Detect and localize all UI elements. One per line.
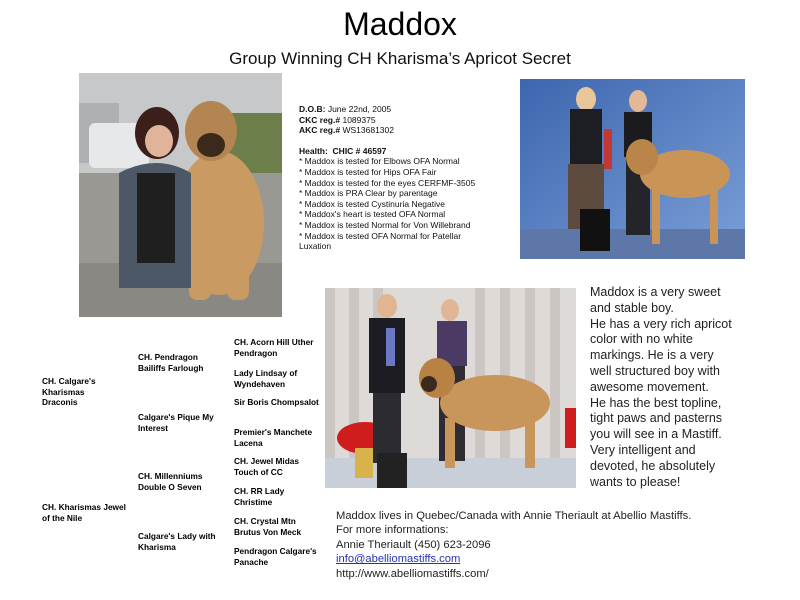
health-item: * Maddox is tested for Hips OFA Fair [299,166,437,177]
page-title: Maddox [343,6,457,42]
health-item: * Maddox is tested for the eyes CERFMF-3505 [299,177,476,188]
description-line: Very intelligent and [590,442,696,457]
akc-label: AKC reg.# [299,125,341,136]
contact-block [336,509,756,581]
description-line: He has a very rich apricot [590,316,732,331]
health-item: * Maddox is tested Normal for Von Willebrand [299,219,471,230]
ckc-row [299,115,519,126]
description-line: He has the best topline, [590,395,722,410]
description-line: devoted, he absolutely [590,458,716,473]
pedigree-dam-dam: Calgare's Lady with Kharisma [138,531,216,552]
description-line: and stable boy. [590,300,674,315]
dob-row [299,104,519,115]
pedigree-gg-6: CH. RR Lady Christime [234,486,285,507]
photo-show-ring-trophy [325,288,576,488]
description-line: wants to please! [590,474,681,489]
dob-label: D.O.B: [299,104,326,114]
dog-description [590,285,780,490]
health-value: CHIC # 46597 [332,145,387,156]
health-item: * Maddox is tested Cystinuria Negative [299,198,445,209]
health-label: Health: [299,145,328,156]
pedigree-dam: CH. Kharismas Jewel of the Nile [42,502,126,523]
description-line: Maddox is a very sweet [590,285,721,299]
akc-value: WS13681302 [342,125,394,136]
pedigree-gg-3: Sir Boris Chompsalot [234,397,319,407]
pedigree-gg-7: CH. Crystal Mtn Brutus Von Meck [234,516,302,537]
pedigree-sire: CH. Calgare's Kharismas Draconis [42,376,96,407]
description-line: you will see in a Mastiff. [590,427,722,442]
description-line: markings. He is a very [590,348,714,363]
pedigree-sire-dam: Calgare's Pique My Interest [138,412,214,433]
health-item: * Maddox is tested for Elbows OFA Normal [299,156,460,167]
contact-email-link[interactable]: info@abelliomastiffs.com [336,553,461,566]
description-line: tight paws and pasterns [590,411,723,426]
pedigree-gg-1: CH. Acorn Hill Uther Pendragon [234,337,314,358]
contact-location: Maddox lives in Quebec/Canada with Annie Theriault at Abellio Mastiffs. [336,510,692,522]
pedigree-gg-4: Premier's Manchete Lacena [234,427,313,448]
description-line: color with no white [590,332,693,347]
health-heading [299,146,519,157]
contact-phone: Annie Theriault (450) 623-2096 [336,538,491,551]
dog-info-block [299,104,519,252]
page-subtitle: Group Winning CH Kharisma’s Apricot Secret [229,49,571,68]
contact-website[interactable]: http://www.abelliomastiffs.com/ [336,567,489,580]
description-line: awesome movement. [590,379,709,394]
ckc-label: CKC reg.# [299,114,341,125]
photo-show-ring-blue-backdrop [520,79,745,259]
description-line: well structured boy with [590,363,720,378]
pedigree-gg-5: CH. Jewel Midas Touch of CC [234,456,300,477]
pedigree-gg-2: Lady Lindsay of Wyndehaven [234,368,298,389]
contact-more-info: For more informations: [336,524,449,537]
health-item: Luxation [299,241,332,252]
health-item: * Maddox is PRA Clear by parentage [299,188,438,199]
akc-row [299,125,519,136]
ckc-value: 1089375 [342,114,376,125]
pedigree-sire-sire: CH. Pendragon Bailiffs Farlough [138,352,204,373]
health-item: * Maddox's heart is tested OFA Normal [299,209,446,220]
pedigree-dam-sire: CH. Millenniums Double O Seven [138,471,203,492]
pedigree-gg-8: Pendragon Calgare's Panache [234,546,317,567]
health-item: * Maddox is tested OFA Normal for Patellar [299,230,462,241]
dob-value: June 22nd, 2005 [327,104,392,114]
photo-woman-with-mastiff [79,73,282,317]
